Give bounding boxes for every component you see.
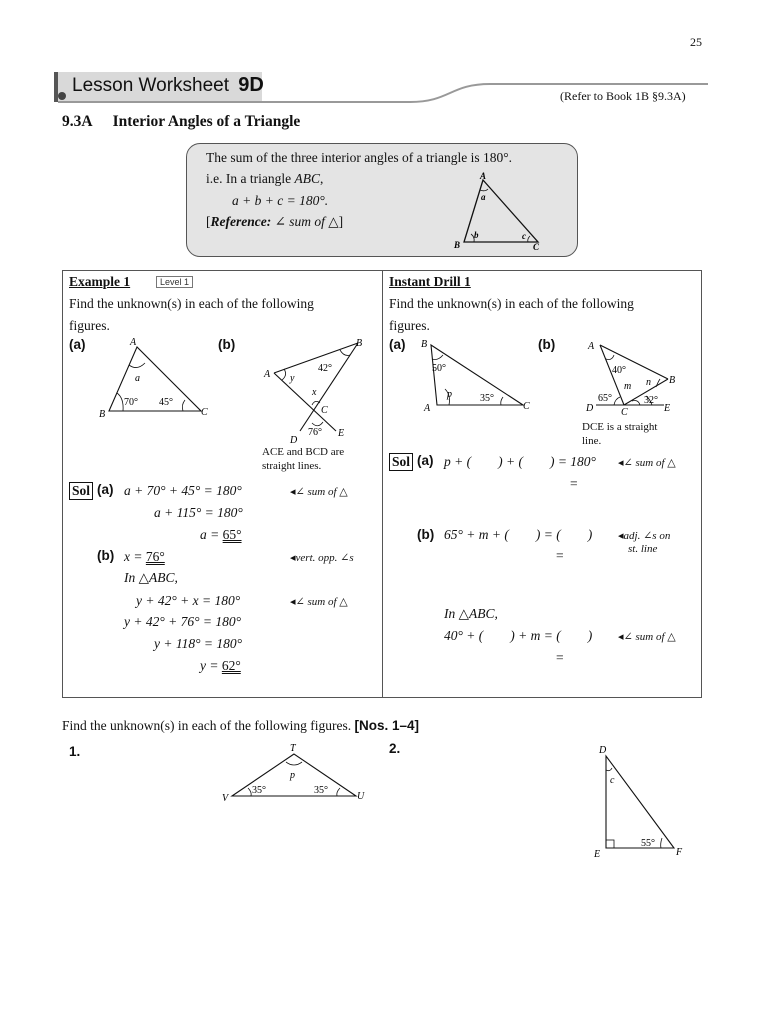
exercise-instruction: Find the unknown(s) in each of the following figures. [Nos. 1–4]	[62, 718, 419, 733]
example-sol-b-reason3: ◂∠ sum of △	[290, 596, 348, 608]
drill-a-angle-p: p	[447, 389, 452, 400]
right-angle-marker	[606, 840, 614, 848]
drill-part-a-label: (a)	[389, 337, 406, 352]
example-sol-b-answer-x: 76°	[145, 549, 165, 564]
page-number: 25	[690, 35, 702, 49]
theorem-line2: i.e. In a triangle ABC,	[206, 171, 324, 186]
drill-b-vertex-e: E	[664, 403, 671, 414]
example-b-angle-y: y	[290, 373, 295, 384]
theorem-triangle-diagram	[450, 170, 550, 252]
example-sol-b-label: (b)	[97, 548, 115, 563]
example-instruction-2: figures.	[69, 318, 110, 333]
drill-b-angle-left: 65°	[598, 393, 612, 404]
drill-sol-a-reason1: ◂∠ sum of △	[618, 457, 676, 469]
theorem-equation: a + b + c = 180°.	[232, 193, 329, 208]
drill-b-note-1: DCE is a straight	[582, 421, 658, 433]
drill-sol-b-line2[interactable]: =	[556, 548, 564, 563]
example-a-angle-a: a	[135, 373, 140, 384]
header-title: Lesson Worksheet 9D	[72, 74, 264, 96]
example-sol-b-line5: y + 118° = 180°	[154, 636, 243, 651]
drill-a-angle-b: 50°	[432, 363, 446, 374]
drill-b-vertex-c: C	[621, 407, 628, 418]
drill-sol-a-line2[interactable]: =	[570, 476, 578, 491]
question-1-vertex-u: U	[357, 791, 365, 802]
vertex-b-label: B	[454, 240, 461, 250]
example-a-vertex-b: B	[99, 409, 106, 420]
angle-b-label: b	[474, 230, 479, 240]
question-1-vertex-v: V	[222, 793, 229, 804]
example-b-note-1: ACE and BCD are	[262, 446, 345, 458]
drill-sol-b-reason1-1: ◂adj. ∠s on	[618, 530, 671, 542]
example-sol-a-line2: a + 115° = 180°	[154, 505, 243, 520]
example-instruction-1: Find the unknown(s) in each of the following	[69, 296, 314, 311]
drill-b-angle-a: 40°	[612, 365, 626, 376]
angle-a-label: a	[481, 192, 486, 202]
header-code: 9D	[238, 74, 264, 96]
angle-c-label: c	[522, 231, 526, 241]
example-sol-a-line3: a = 65°	[200, 527, 242, 542]
example-b-angle-b: 42°	[318, 363, 332, 374]
question-2-angle-c: c	[610, 775, 615, 786]
drill-b-note-2: line.	[582, 435, 602, 447]
question-1-number: 1.	[69, 744, 81, 759]
example-sol-b-line6: y = 62°	[200, 658, 241, 673]
drill-sol-b-label: (b)	[417, 527, 435, 542]
example-sol-b-line2: In △ABC,	[124, 570, 178, 585]
example-sol-a-reason1: ◂∠ sum of △	[290, 486, 348, 498]
exercise-range: [Nos. 1–4]	[354, 718, 419, 733]
drill-sol-b-line5[interactable]: =	[556, 650, 564, 665]
drill-sol-a-line1[interactable]: p + ( ) + ( ) = 180°	[444, 454, 596, 469]
example-title: Example 1	[69, 274, 131, 289]
example-sol-b-answer-y: 62°	[221, 658, 241, 673]
header-refer: (Refer to Book 1B §9.3A)	[560, 89, 686, 103]
table-divider	[382, 270, 383, 698]
drill-instruction-1: Find the unknown(s) in each of the following	[389, 296, 634, 311]
drill-a-vertex-a: A	[424, 403, 431, 414]
drill-title: Instant Drill 1	[389, 274, 471, 289]
drill-sol-a-label: (a)	[417, 453, 434, 468]
example-b-vertex-d: D	[290, 435, 298, 446]
example-figure-a	[95, 335, 220, 420]
question-2-angle-f: 55°	[641, 838, 655, 849]
drill-sol-b-line1[interactable]: 65° + m + ( ) = ( )	[444, 527, 593, 542]
example-a-vertex-c: C	[201, 407, 208, 418]
example-part-a-label: (a)	[69, 337, 86, 352]
drill-sol-b-line4[interactable]: 40° + ( ) + m = ( )	[444, 628, 593, 643]
example-a-angle-c: 45°	[159, 397, 173, 408]
example-b-vertex-b: B	[356, 338, 363, 349]
section-title: 9.3A Interior Angles of a Triangle	[62, 113, 301, 130]
drill-sol-b-line3: In △ABC,	[444, 606, 498, 621]
drill-a-vertex-b: B	[421, 339, 428, 350]
header-left-bar	[54, 72, 58, 102]
example-sol-b-reason1: ◂vert. opp. ∠s	[290, 552, 354, 564]
question-1-figure	[218, 740, 378, 806]
question-2-vertex-d: D	[599, 745, 607, 756]
drill-b-vertex-b: B	[669, 375, 676, 386]
drill-a-angle-c: 35°	[480, 393, 494, 404]
example-a-vertex-a: A	[130, 337, 137, 348]
example-figure-b	[260, 335, 380, 447]
example-b-note-2: straight lines.	[262, 460, 322, 472]
vertex-a-label: A	[480, 171, 487, 181]
example-part-b-label: (b)	[218, 337, 236, 352]
drill-a-triangle	[431, 345, 523, 405]
drill-b-vertex-d: D	[586, 403, 594, 414]
vertex-c-label: C	[533, 242, 540, 252]
example-sol-a-answer: 65°	[222, 527, 242, 542]
example-sol-b-line3: y + 42° + x = 180°	[136, 593, 241, 608]
question-2-number: 2.	[389, 741, 401, 756]
question-2-figure	[590, 740, 690, 864]
example-sol-b-line4: y + 42° + 76° = 180°	[124, 614, 242, 629]
drill-sol-b-reason4: ◂∠ sum of △	[618, 631, 676, 643]
example-b-vertex-e: E	[338, 428, 345, 439]
question-1-angle-v: 35°	[252, 785, 266, 796]
drill-b-vertex-a: A	[588, 341, 595, 352]
example-sol-a-label: (a)	[97, 482, 114, 497]
drill-a-vertex-c: C	[523, 401, 530, 412]
theorem-line1: The sum of the three interior angles of a triangle is 180°.	[206, 150, 513, 165]
theorem-reference: [Reference: ∠ sum of △]	[206, 214, 344, 229]
example-b-angle-d: 76°	[308, 427, 322, 438]
example-a-angle-b: 70°	[124, 397, 138, 408]
question-1-angle-p: p	[290, 770, 295, 781]
drill-b-angle-m: m	[624, 381, 632, 392]
level-badge: Level 1	[156, 276, 193, 288]
question-2-vertex-e: E	[594, 849, 601, 860]
example-b-vertex-c: C	[321, 405, 328, 416]
example-b-angle-x: x	[312, 387, 317, 398]
question-2-vertex-f: F	[676, 847, 683, 858]
drill-sol-b-reason1-2: st. line	[628, 543, 658, 555]
example-sol-b-line1: x = 76°	[124, 549, 165, 564]
drill-b-angle-right: 32°	[644, 395, 658, 406]
drill-instruction-2: figures.	[389, 318, 430, 333]
example-sol-label: Sol	[69, 482, 93, 500]
drill-part-b-label: (b)	[538, 337, 556, 352]
question-1-angle-u: 35°	[314, 785, 328, 796]
header-bullet-icon	[58, 92, 66, 100]
example-b-vertex-a: A	[264, 369, 271, 380]
drill-figure-b	[580, 335, 690, 419]
drill-sol-label: Sol	[389, 453, 413, 471]
example-sol-a-line1: a + 70° + 45° = 180°	[124, 483, 242, 498]
drill-b-angle-n: n	[646, 377, 651, 388]
question-1-vertex-t: T	[290, 743, 296, 754]
question-2-triangle	[606, 756, 674, 848]
drill-figure-a	[415, 335, 540, 415]
